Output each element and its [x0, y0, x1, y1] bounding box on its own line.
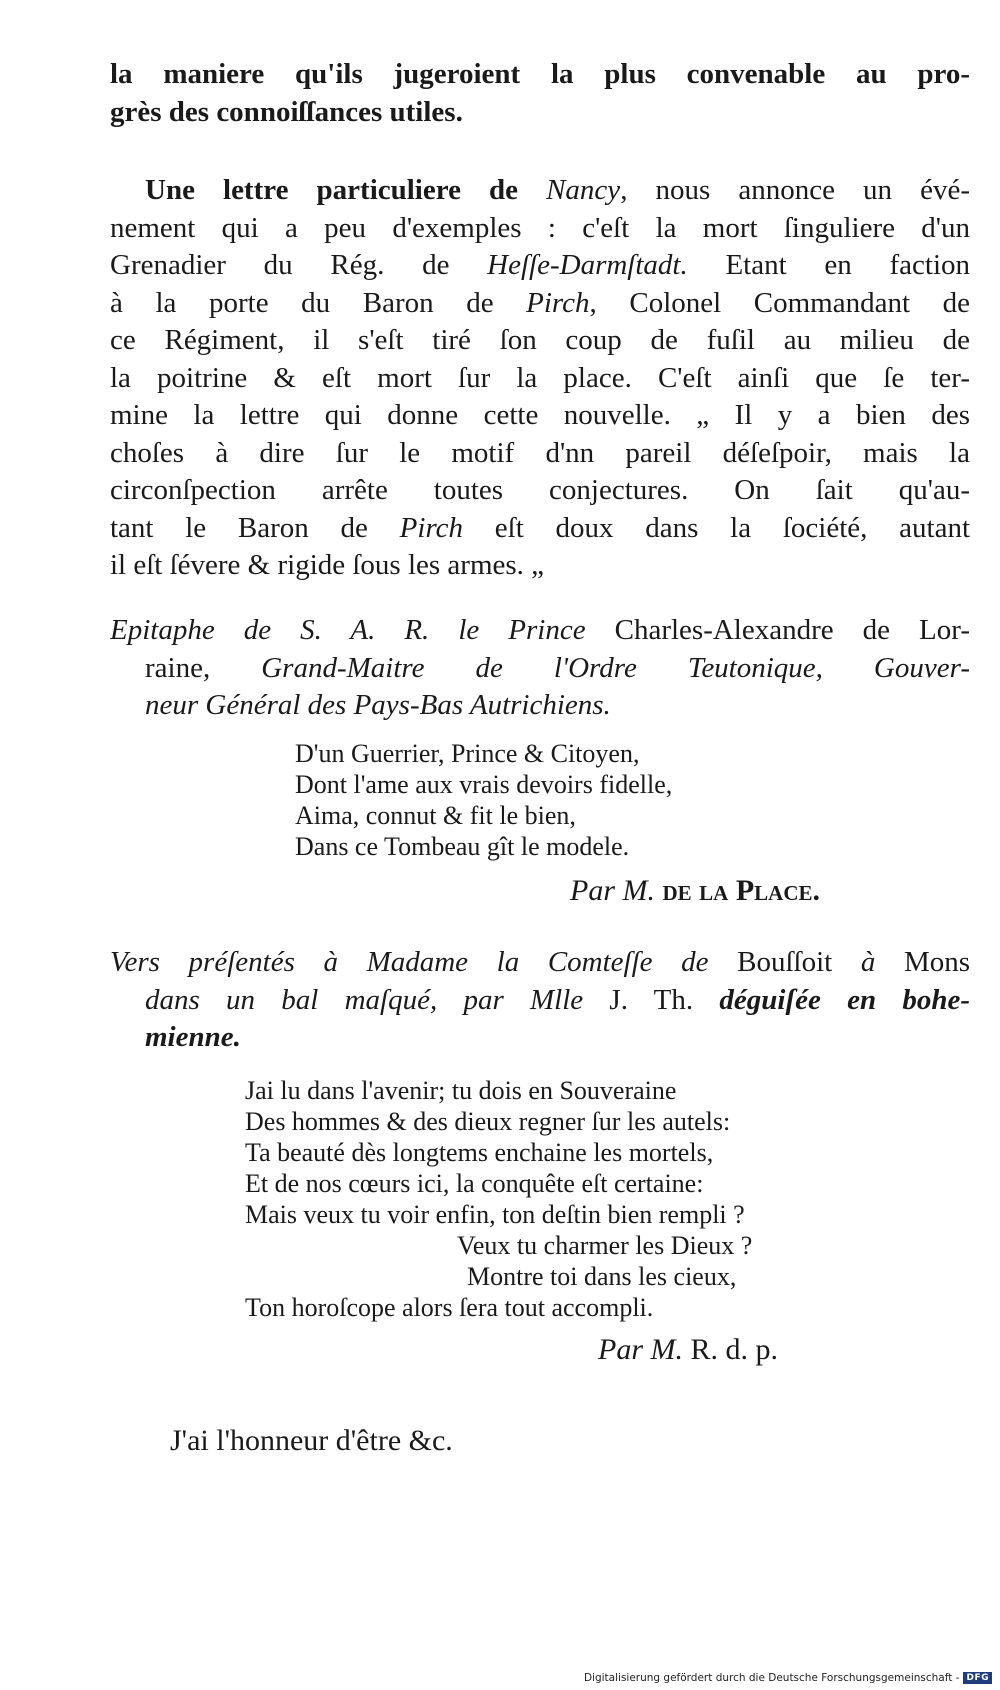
text-line: la maniere qu'ils jugeroient la plus convenable au pro- [110, 58, 970, 90]
regiment-name: Heſſe-Darmſtadt. [487, 249, 688, 281]
text-run: Etant en faction [687, 249, 970, 281]
text-run: tant le Baron de [110, 511, 400, 544]
text-run: Charles-Alexandre de Lor- [614, 614, 970, 646]
text-run: Grand-Maitre de l'Ordre Teutonique, Gouver- [261, 651, 970, 684]
verse-line: Aima, connut & fit le bien, [295, 801, 576, 830]
signature-name: de la Place. [662, 874, 821, 907]
verse-line: D'un Guerrier, Prince & Citoyen, [295, 739, 640, 768]
verse-line: Et de nos cœurs ici, la conquête eſt certaine: [245, 1169, 704, 1198]
text-line [110, 982, 970, 1020]
text-run: , Colonel Commandant de [589, 286, 970, 319]
text-run: J. Th. [583, 983, 720, 1016]
verse-line: Des hommes & des dieux regner ſur les autels: [245, 1107, 731, 1136]
verse-line: Mais veux tu voir enfin, ton deſtin bien rempli ? [245, 1200, 745, 1229]
vers-heading [110, 944, 970, 1057]
text-run: raine, [145, 651, 262, 684]
text-run: Vers préſentés à Madame la Comteſſe de [110, 946, 738, 978]
text-run: à la porte du Baron de [110, 286, 527, 319]
text-run: déguiſée en bohe- [719, 983, 970, 1016]
vers-signature [598, 1333, 778, 1367]
text-run: Grenadier du Rég. de [110, 249, 488, 281]
verse-line: Jai lu dans l'avenir; tu dois en Souveraine [245, 1076, 677, 1105]
text-run: Mlle [530, 983, 584, 1016]
text-line: circonſpection arrête toutes conjectures. On ſait qu'au- [110, 474, 970, 506]
text-line [110, 944, 970, 982]
text-line: il eſt ſévere & rigide ſous les armes. „ [110, 549, 545, 581]
text-line [110, 172, 970, 210]
footer-text: Digitalisierung gefördert durch die Deutsche Forschungsgemeinschaft - [583, 1672, 960, 1684]
text-run: dans un bal maſqué, par [145, 983, 530, 1016]
text-line [110, 650, 970, 688]
text-line: mienne. [145, 1021, 241, 1053]
text-line [110, 247, 970, 285]
text-line: grès des connoiſſances utiles. [110, 95, 463, 128]
verse-line: Veux tu charmer les Dieux ? [457, 1231, 753, 1260]
paragraph-continuation [110, 56, 970, 131]
text-run: , nous annonce un évé- [620, 174, 970, 206]
epitaph-signature [570, 874, 820, 908]
signature-name: R. d. p. [690, 1333, 779, 1366]
text-run: Mons [903, 946, 970, 978]
digitization-footer [584, 1672, 992, 1684]
verse-line: Ta beauté dès longtems enchaine les mortels, [245, 1138, 714, 1167]
text-run: Une lettre particuliere de [145, 174, 547, 206]
epitaph-poem [295, 738, 672, 862]
text-line: choſes à dire ſur le motif d'nn pareil déſeſpoir, mais la [110, 436, 970, 469]
text-run: Epitaphe de S. A. R. le Prince [110, 614, 615, 646]
text-run: à [832, 946, 904, 978]
text-line [110, 612, 970, 650]
person-name: Pirch [526, 286, 590, 319]
verse-line: Montre toi dans les cieux, [467, 1262, 737, 1291]
text-run: eſt doux dans la ſociété, autant [463, 511, 970, 544]
verse-line: Ton horoſcope alors ſera tout accompli. [245, 1293, 654, 1322]
signature-prefix: Par M. [570, 874, 663, 907]
text-line: ce Régiment, il s'eſt tiré ſon coup de fuſil au milieu de [110, 324, 970, 356]
paragraph-nancy-letter [110, 172, 970, 585]
text-line: mine la lettre qui donne cette nouvelle. „ Il y a bien des [110, 399, 970, 431]
text-line: la poitrine & eſt mort ſur la place. C'eſt ainſi que ſe ter- [110, 361, 970, 394]
text-line: nement qui a peu d'exemples : c'eſt la mort ſinguliere d'un [110, 211, 970, 244]
text-line [110, 285, 970, 323]
verse-line: Dont l'ame aux vrais devoirs fidelle, [295, 770, 673, 799]
closing-salutation: J'ai l'honneur d'être &c. [170, 1424, 453, 1457]
text-line [110, 510, 970, 548]
person-name: Pirch [399, 511, 464, 544]
dfg-logo-icon: DFG [963, 1672, 992, 1684]
verse-line: Dans ce Tombeau gît le modele. [295, 832, 630, 861]
text-line: neur Général des Pays-Bas Autrichiens. [145, 689, 611, 721]
place-name: Nancy [546, 174, 621, 206]
epitaph-heading [110, 612, 970, 725]
vers-poem [245, 1075, 752, 1323]
text-run: Bouſſoit [737, 946, 833, 978]
signature-prefix: Par M. [598, 1333, 691, 1366]
